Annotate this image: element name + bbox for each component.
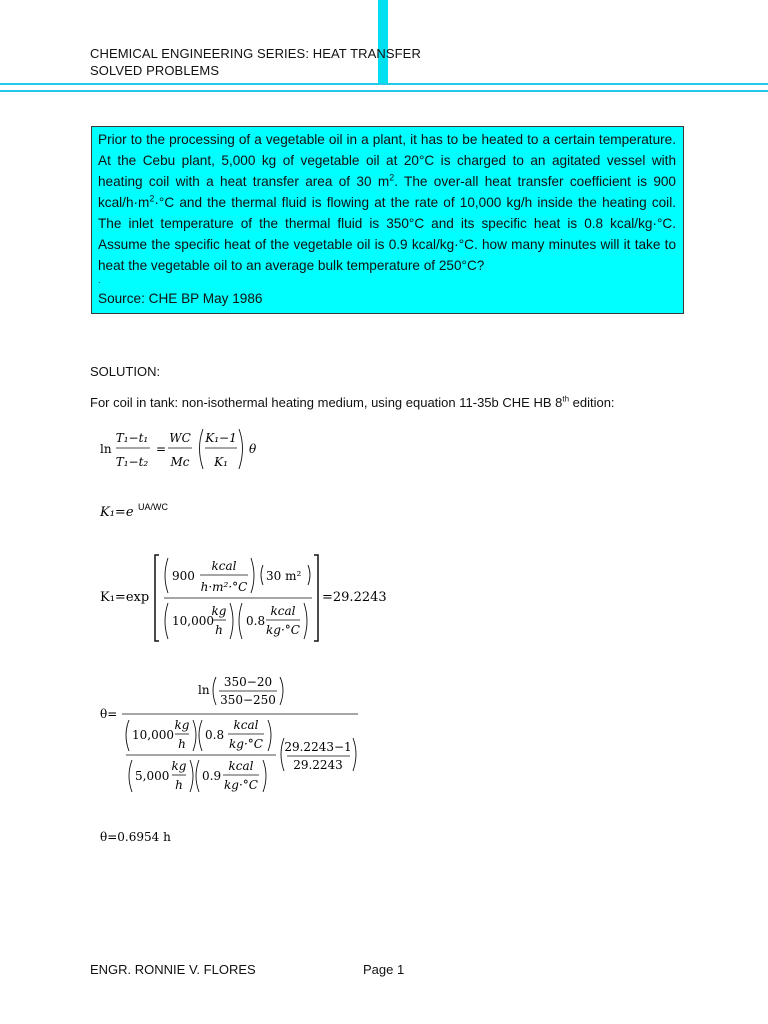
series-subtitle: SOLVED PROBLEMS [90,63,220,78]
svg-text:ln: ln [198,683,210,697]
svg-text:Mc: Mc [170,455,190,469]
svg-text:29.2243: 29.2243 [293,758,343,772]
svg-text:kg: kg [211,604,227,618]
series-title: CHEMICAL ENGINEERING SERIES: HEAT TRANSFER [90,46,421,61]
equation-theta-evaluation [88,672,378,802]
footer-author: ENGR. RONNIE V. FLORES [90,962,256,977]
svg-text:K₁: K₁ [214,455,228,469]
svg-text:5,000: 5,000 [135,769,170,783]
svg-text:UA/WC: UA/WC [138,502,168,512]
svg-text:0.8: 0.8 [205,728,225,742]
svg-text:kcal: kcal [211,559,237,573]
equation-k1-definition [88,496,208,524]
svg-text:kcal: kcal [228,759,254,773]
stray-period: . [98,275,101,285]
svg-text:kcal: kcal [233,718,259,732]
svg-text:kg·°C: kg·°C [266,623,300,637]
svg-text:T₁−t₁: T₁−t₁ [115,431,149,445]
svg-text:θ: θ [249,442,257,456]
svg-text:kg: kg [174,718,190,732]
svg-text:K₁=e: K₁=e [100,505,134,520]
svg-text:WC: WC [169,431,191,445]
solution-intro: For coil in tank: non-isothermal heating medium, using equation 11-35b CHE HB 8th edition: [90,394,615,410]
equation-theta-result [88,825,208,849]
solution-label: SOLUTION: [90,364,161,379]
svg-text:0.8: 0.8 [246,614,266,628]
svg-text:θ=0.6954 h: θ=0.6954 h [100,830,171,844]
svg-text:K₁=exp: K₁=exp [100,590,150,605]
svg-text:=: = [156,442,167,456]
svg-text:=29.2243: =29.2243 [322,590,387,605]
svg-text:10,000: 10,000 [172,614,214,628]
svg-text:kg·°C: kg·°C [229,737,263,751]
equation-ln-ratio [88,424,268,474]
svg-text:900: 900 [172,569,195,583]
equation-k1-evaluation [88,547,388,647]
svg-text:h: h [175,778,183,792]
svg-text:h·m²·°C: h·m²·°C [200,580,248,594]
svg-text:T₁−t₂: T₁−t₂ [115,455,149,469]
svg-text:kcal: kcal [270,604,296,618]
footer-page-number: Page 1 [363,962,405,977]
header-rule-top [0,83,768,85]
svg-text:h: h [215,623,223,637]
svg-text:h: h [178,737,186,751]
svg-text:kg: kg [171,759,187,773]
running-header [90,45,421,79]
svg-text:30 m²: 30 m² [266,569,302,583]
problem-text: Prior to the processing of a vegetable oil in a plant, it has to be heated to a certain temperature. At the Cebu plant, 5,000 kg of vegetable oil at 20°C is charged to an agitated vessel with heating coil with a heat transfer area of 30 $m^2$. The over-all heat transfer coefficient is 900 kcal/$h\cdot m^2\cdot^\circ C$ and the thermal fluid is flowing at the rate of 10,000 kg/h inside the heating coil. The inlet temperature of the thermal fluid is 350°C and its specific heat is 0.8 kcal/kg·°C. Assume the specific heat of the vegetable oil is 0.9 kcal/kg·°C. how many minutes will it take to heat the vegetable oil to an average bulk temperature of 250°C? [98,132,676,273]
svg-text:10,000: 10,000 [132,728,174,742]
svg-text:kg·°C: kg·°C [224,778,258,792]
svg-text:350−250: 350−250 [220,693,276,707]
svg-text:0.9: 0.9 [202,769,222,783]
header-rule-bottom [0,90,768,92]
svg-text:K₁−1: K₁−1 [205,431,237,445]
svg-text:θ=: θ= [100,707,118,721]
svg-text:29.2243−1: 29.2243−1 [284,740,352,754]
problem-source: Source: CHE BP May 1986 [98,291,263,306]
problem-statement-box [91,126,684,314]
svg-text:ln: ln [100,442,112,456]
svg-text:350−20: 350−20 [223,675,273,689]
